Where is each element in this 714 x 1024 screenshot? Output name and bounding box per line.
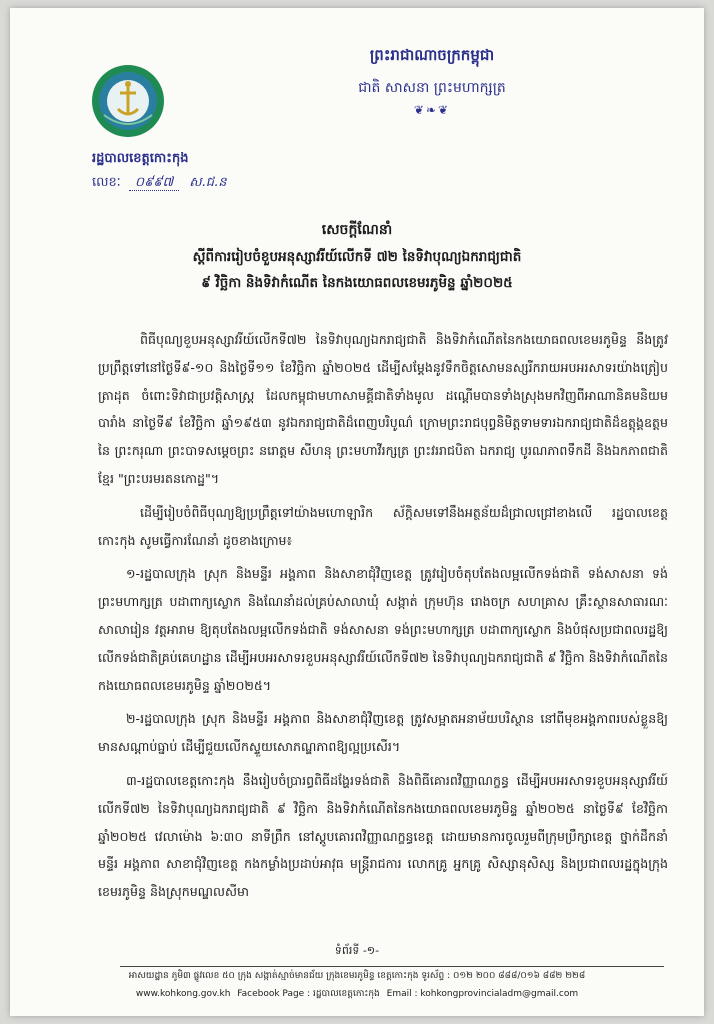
footer-facebook[interactable]: Facebook Page : រដ្ឋបាលខេត្តកោះកុង xyxy=(237,989,380,999)
subject-line-1: ស្តីពីការរៀបចំខួបអនុស្សាវរីយ៍លើកទី ៧២ នៃទិវាបុណ្យឯករាជ្យជាតិ xyxy=(192,249,522,265)
header-ornament: ❦❧❦ xyxy=(413,103,451,117)
instruction-item-2: ២-រដ្ឋបាលក្រុង ស្រុក និងមន្ទីរ អង្គភាព និងសាខាជុំវិញខេត្ត ត្រូវសម្អាតអនាម័យបរិស្ថាន នៅពីមុខអង្គភាពរបស់ខ្លួនឱ្យមានសណ្តាប់ធ្នាប់ ដើម្បីជួយលើកស្ទួយសោភណ្ឌភាពឱ្យល្អប្រសើរ។ xyxy=(98,711,668,755)
paragraph-intro: ពិធីបុណ្យខួបអនុស្សាវរីយ៍លើកទី៧២ នៃទិវាបុណ្យឯករាជ្យជាតិ និងទិវាកំណើតនៃកងយោធពលខេមរភូមិន្ទ នឹងត្រូវប្រព្រឹត្តទៅនៅថ្ងៃទី៩-១០ និងថ្ងៃទី១១ ខែវិច្ឆិកា ឆ្នាំ២០២៥ ដើម្បីសម្តែងនូវទឹកចិត្តសោមនស្សរីករាយអបអរសាទរយ៉ាងត្រៀបត្រាដុត ចំពោះទិវាជាប្រវត្តិសាស្ត្រ ដែលកម្ពុជាមហាសាមគ្គីជាតិទាំងមូល ដណ្តើមបានទាំងស្រុងមកវិញពីអាណានិគមនិយមបារាំង នាថ្ងៃទី៩ ខែវិច្ឆិកា ឆ្នាំ១៩៥៣ នូវឯករាជ្យជាតិដ៏ពេញបរិបូណ៌ ក្រោមព្រះរាជបុព្វនិមិត្តទាមទារឯករាជ្យជាតិដ៏ឧត្តុង្គឧត្តម នៃ ព្រះករុណា ព្រះបាទសម្តេចព្រះ នរោត្តម សីហនុ ព្រះមហាវីរក្សត្រ ព្រះវររាជបិតា ឯករាជ្យ បូរណភាពទឹកដី និងឯកភាពជាតិខ្មែរ "ព្រះបរមរតនកោដ្ឋ"។ xyxy=(98,332,668,486)
kingdom-title: ព្រះរាជាណាចក្រកម្ពុជា xyxy=(369,46,495,64)
email-link[interactable]: kohkongprovincialadm@gmail.com xyxy=(420,989,579,999)
ref-suffix: ស.ជ.ន xyxy=(189,175,227,190)
national-motto: ជាតិ សាសនា ព្រះមហាក្សត្រ xyxy=(358,80,506,96)
document-body xyxy=(98,326,668,912)
instruction-item-3: ៣-រដ្ឋបាលខេត្តកោះកុង នឹងរៀបចំប្រារព្ធពិធីដង្ហែរទង់ជាតិ និងពិធីគោរពវិញ្ញាណក្ខន្ធ ដើម្បីអបអរសាទរខួបអនុស្សាវរីយ៍លើកទី៧២ នៃទិវាបុណ្យឯករាជ្យជាតិ ៩ វិច្ឆិកា និងទិវាកំណើតនៃកងយោធពលខេមរភូមិន្ទ ឆ្នាំ២០២៥ នាថ្ងៃទី៩ ខែវិច្ឆិកា ឆ្នាំ២០២៥ វេលាម៉ោង ៦:៣០ នាទីព្រឹក នៅស្តូបគោរពវិញ្ញាណក្ខន្ធខេត្ត ដោយមានការចូលរួមពីក្រុមប្រឹក្សាខេត្ត ថ្នាក់ដឹកនាំ មន្ទីរ អង្គភាព សាខាជុំវិញខេត្ត កងកម្លាំងប្រដាប់អាវុធ មន្ត្រីរាជការ លោកគ្រូ អ្នកគ្រូ សិស្សានុសិស្ស និងប្រជាពលរដ្ឋក្នុងក្រុងខេមរភូមិន្ទ និងស្រុកមណ្ឌលសីមា xyxy=(98,772,668,900)
ref-label: លេខៈ xyxy=(92,175,121,190)
document-type: សេចក្តីណែនាំ xyxy=(321,222,393,238)
provincial-seal-logo xyxy=(90,63,166,139)
email-label: Email : xyxy=(386,989,418,999)
issuing-authority: រដ្ឋបាលខេត្តកោះកុង xyxy=(92,151,189,166)
footer-divider xyxy=(120,966,664,967)
footer-contacts xyxy=(10,988,704,1001)
subject-line-2: ៩ វិច្ឆិកា និងទិវាកំណើត នៃកងយោធពលខេមរភូមិន្ទ ឆ្នាំ២០២៥ xyxy=(201,275,513,291)
footer-address: អាសយដ្ឋាន ភូមិ៣ ផ្លូវលេខ ៥០ ក្រុង សង្កាត់ស្មាច់មានជ័យ ក្រុងខេមរភូមិន្ទ ខេត្តកោះកុង ទូរស័ព្ទ : ០១២ ២០០ ៨៨៨/០១៦ ៨៨២ ២២៨ xyxy=(128,971,586,981)
paragraph-purpose: ដើម្បីរៀបចំពិធីបុណ្យឱ្យប្រព្រឹត្តទៅយ៉ាងមហោឡារិក ស័ក្តិសមទៅនឹងអត្ថន័យដ៏ជ្រាលជ្រៅខាងលើ រដ្ឋបាលខេត្តកោះកុង សូមធ្វើការណែនាំ ដូចខាងក្រោម៖ xyxy=(98,504,668,548)
website-link[interactable]: www.kohkong.gov.kh xyxy=(135,989,231,999)
document-page xyxy=(10,8,704,1016)
document-subject xyxy=(50,244,664,296)
reference-number xyxy=(92,174,226,193)
page-number: ទំព័រទី -១- xyxy=(334,944,380,957)
instruction-item-1: ១-រដ្ឋបាលក្រុង ស្រុក និងមន្ទីរ អង្គភាព និងសាខាជុំវិញខេត្ត ត្រូវរៀបចំតុបតែងលម្អលើកទង់ជាតិ ទង់សាសនា ទង់ព្រះមហាក្សត្រ បដាពាក្យស្លោក និងណែនាំដល់គ្រប់សាលាឃុំ សង្កាត់ ក្រុមហ៊ុន រោងចក្រ សហគ្រាស គ្រឹះស្ថានសាធារណៈ សាលារៀន វត្តអារាម ឱ្យតុបតែងលម្អលើកទង់ជាតិ ទង់សាសនា ទង់ព្រះមហាក្សត្រ បដាពាក្យស្លោក និងបំផុសប្រជាពលរដ្ឋឱ្យលើកទង់ជាតិគ្រប់គេហដ្ឋាន ដើម្បីអបអរសាទរខួបអនុស្សាវរីយ៍លើកទី៧២ នៃទិវាបុណ្យឯករាជ្យជាតិ ៩ វិច្ឆិកា និងទិវាកំណើតនៃកងយោធពលខេមរភូមិន្ទ ឆ្នាំ២០២៥។ xyxy=(98,566,668,693)
ref-number: ០៩៩៧ xyxy=(129,175,179,191)
